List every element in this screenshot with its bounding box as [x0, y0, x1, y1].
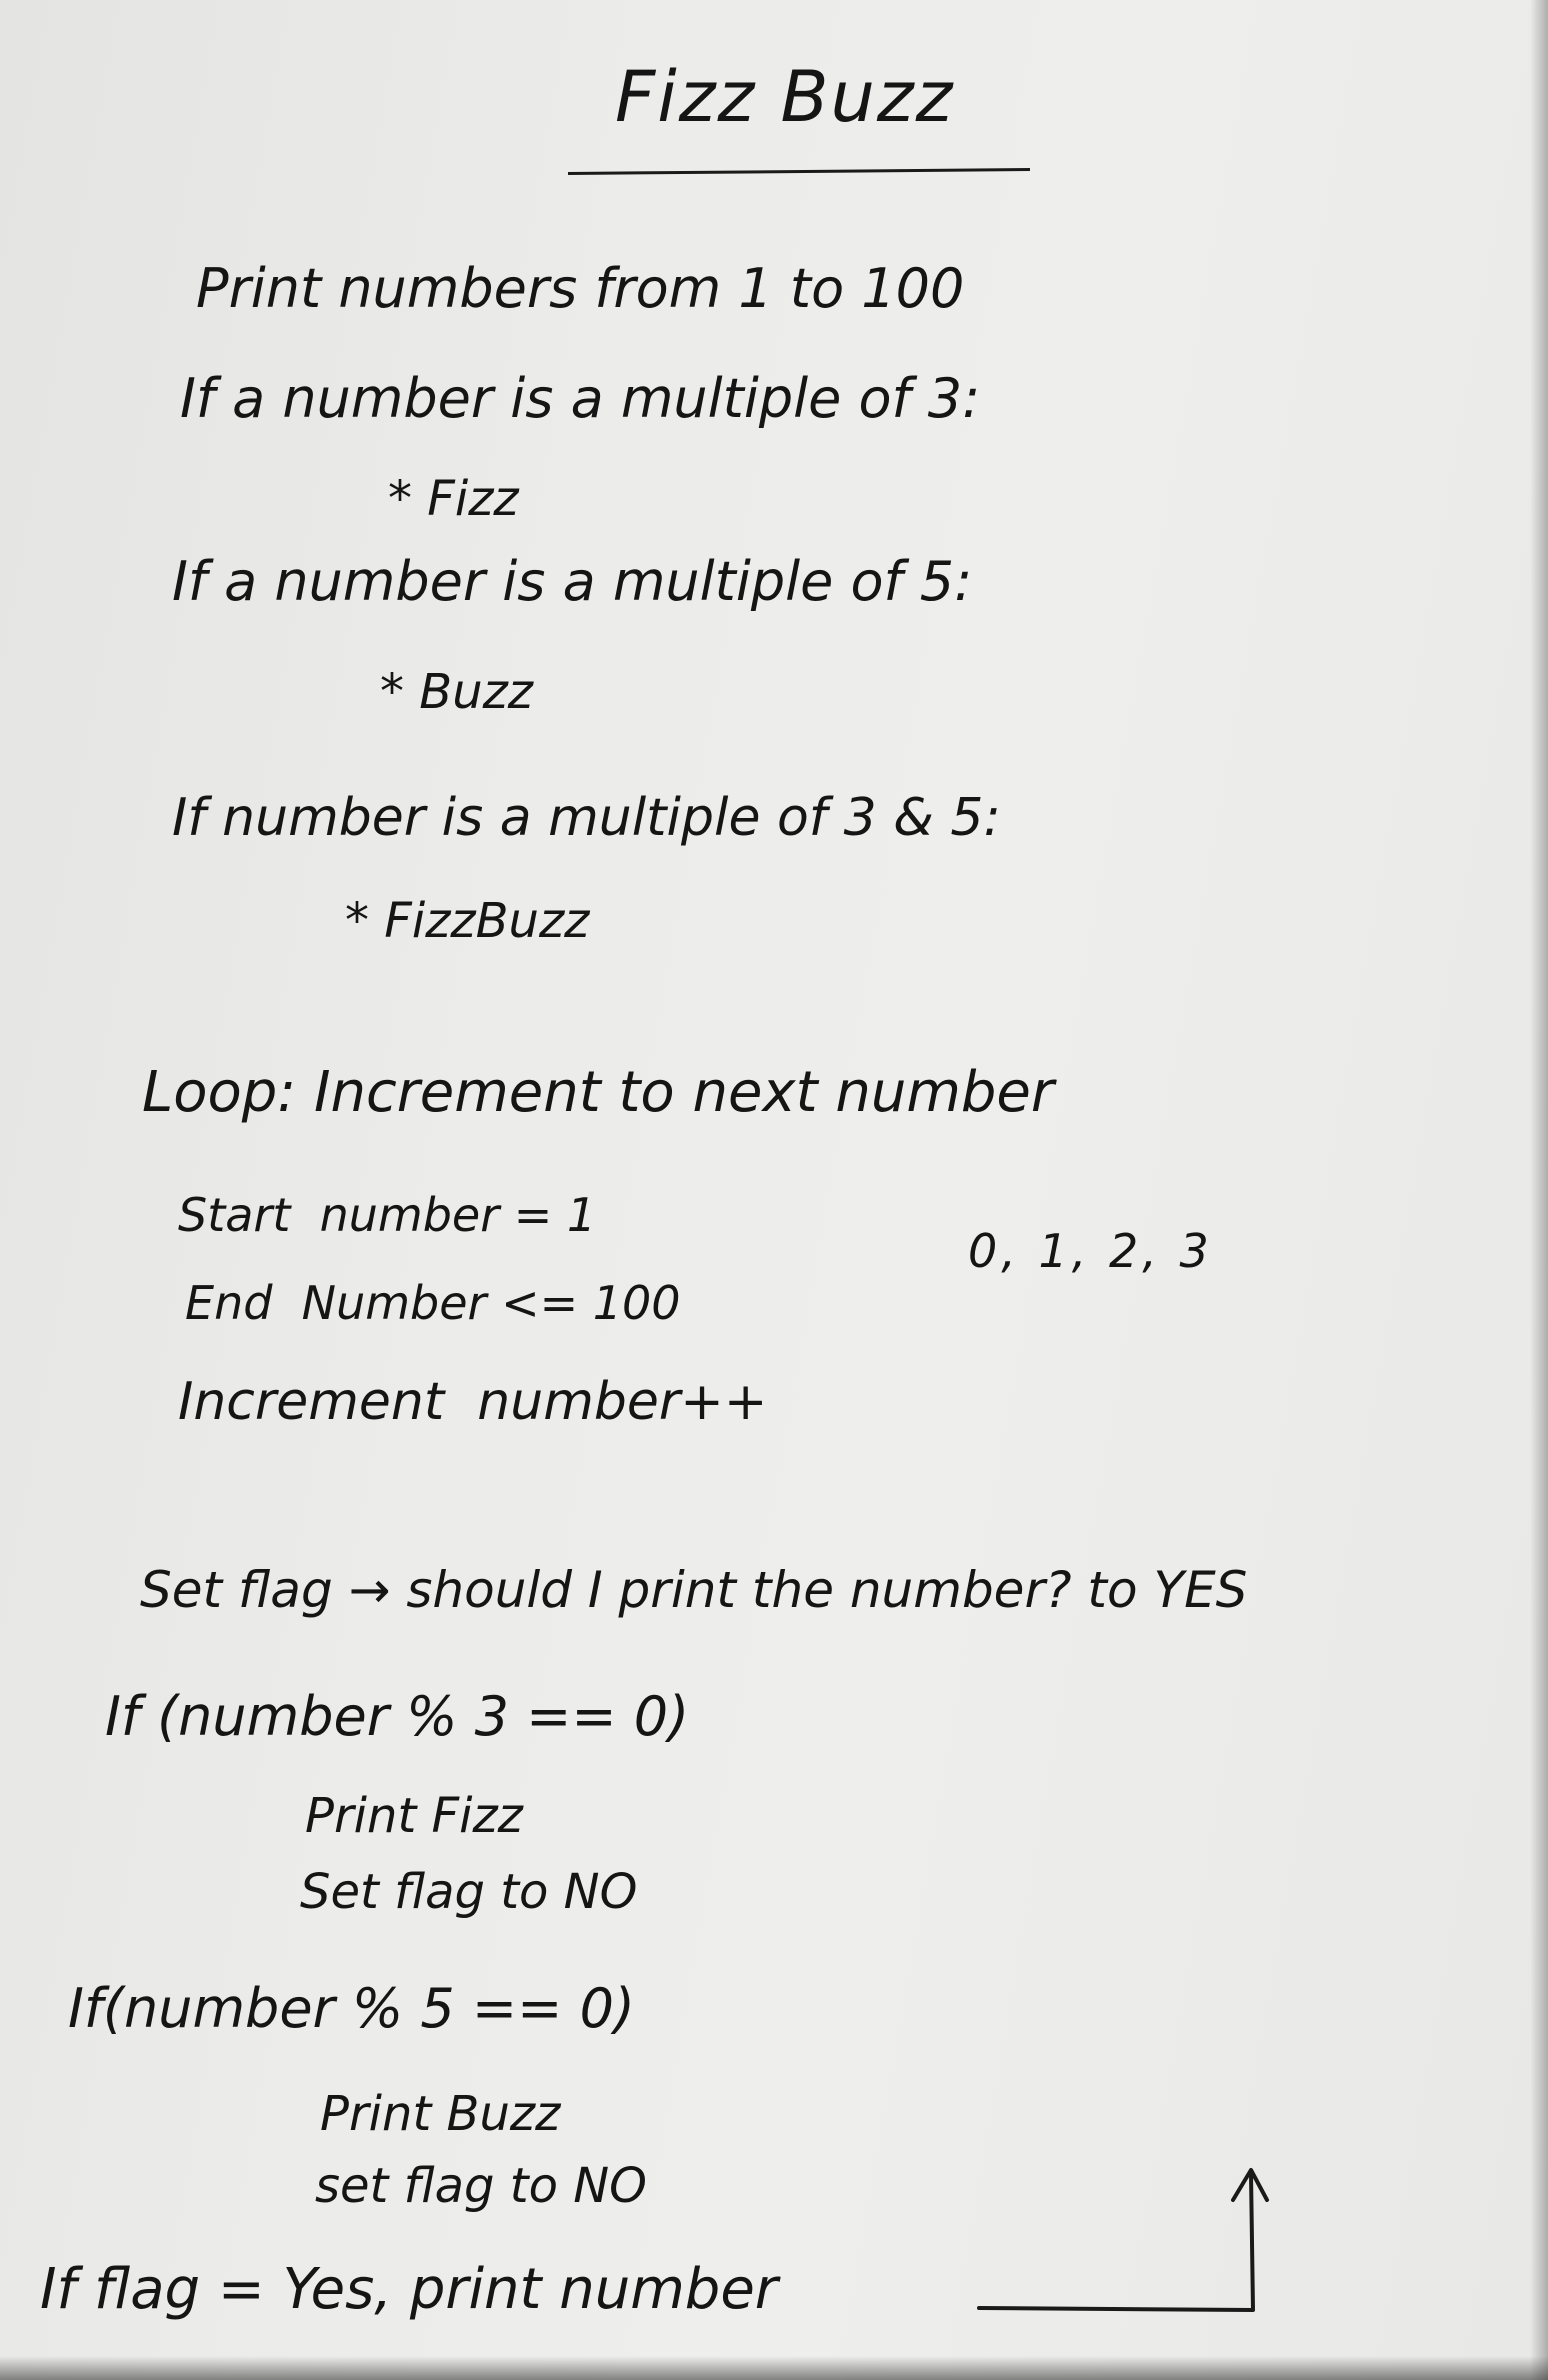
rule-multiple-of-3-and-5: If number is a multiple of 3 & 5: [172, 788, 1001, 848]
rule-output-fizzbuzz: * FizzBuzz [345, 893, 590, 949]
loop-end: End Number <= 100 [185, 1276, 681, 1330]
if-mod5-line: If(number % 5 == 0) [68, 1977, 635, 2040]
page-title: Fizz Buzz [615, 56, 955, 138]
print-buzz-line: Print Buzz [320, 2086, 561, 2142]
page-bottom-shadow [0, 2356, 1548, 2380]
flag-no-line-1: Set flag to NO [300, 1864, 638, 1920]
rule-output-fizz: * Fizz [388, 471, 519, 527]
loop-start: Start number = 1 [178, 1188, 597, 1242]
flag-no-line-2: set flag to NO [315, 2158, 647, 2214]
loop-increment: Increment number++ [178, 1372, 768, 1432]
if-flag-line: If flag = Yes, print number [40, 2257, 778, 2322]
loop-return-arrow-icon [975, 2160, 1275, 2320]
rule-print-range: Print numbers from 1 to 100 [196, 257, 965, 320]
page-edge-shadow [1530, 0, 1548, 2380]
rule-multiple-of-3: If a number is a multiple of 3: [180, 367, 981, 430]
if-mod3-line: If (number % 3 == 0) [105, 1685, 690, 1748]
print-fizz-line: Print Fizz [305, 1788, 523, 1844]
loop-heading: Loop: Increment to next number [142, 1060, 1054, 1125]
set-flag-line: Set flag → should I print the number? to YES [140, 1561, 1248, 1619]
loop-sequence: 0, 1, 2, 3 [968, 1224, 1213, 1278]
rule-output-buzz: * Buzz [380, 664, 533, 720]
title-underline [568, 168, 1030, 175]
rule-multiple-of-5: If a number is a multiple of 5: [172, 550, 973, 613]
